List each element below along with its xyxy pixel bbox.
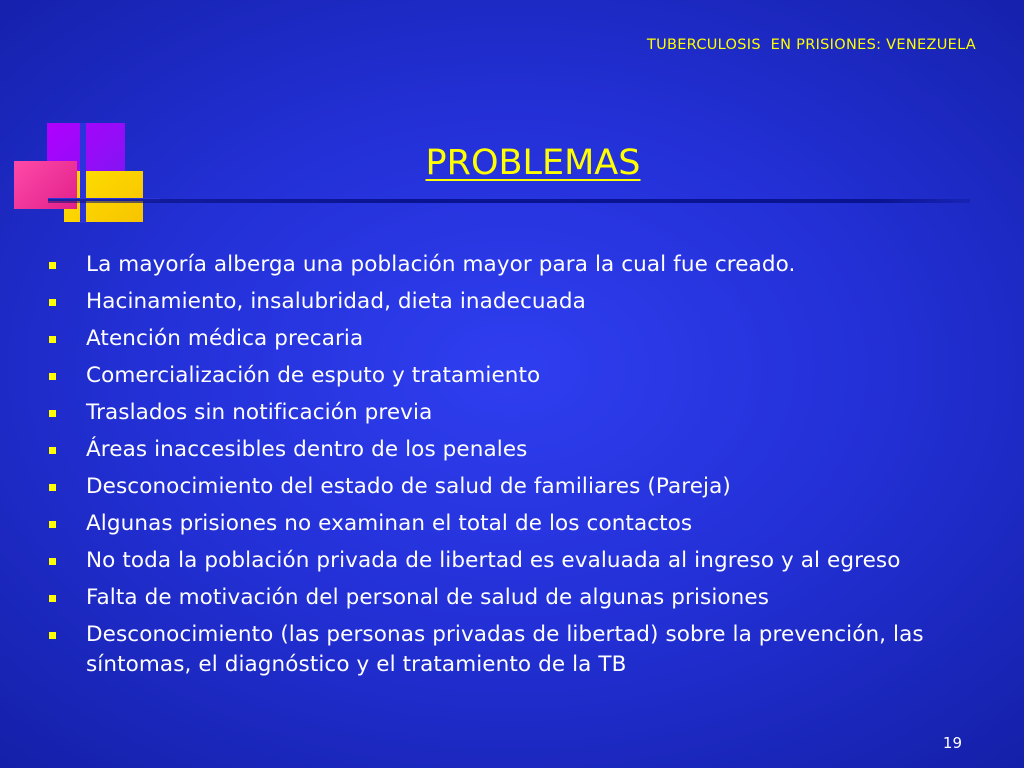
bullet-text: Hacinamiento, insalubridad, dieta inadecuada bbox=[86, 289, 586, 314]
header-title: TUBERCULOSIS EN PRISIONES: VENEZUELA bbox=[646, 37, 976, 53]
square-bullet-icon bbox=[49, 558, 56, 565]
bullet-text: Comercialización de esputo y tratamiento bbox=[86, 363, 541, 388]
bullet-item bbox=[48, 435, 996, 465]
square-bullet-icon bbox=[49, 632, 56, 639]
square-bullet-icon bbox=[49, 373, 56, 380]
square-bullet-icon bbox=[49, 521, 56, 528]
page-number: 19 bbox=[942, 734, 962, 752]
bullet-item bbox=[48, 324, 996, 354]
square-bullet-icon bbox=[49, 336, 56, 343]
bullet-item bbox=[48, 620, 996, 680]
square-bullet-icon bbox=[49, 484, 56, 491]
bullet-item bbox=[48, 250, 996, 280]
bullet-item bbox=[48, 546, 996, 576]
bullet-text: Desconocimiento del estado de salud de familiares (Pareja) bbox=[86, 474, 731, 499]
square-bullet-icon bbox=[49, 447, 56, 454]
bullet-text: La mayoría alberga una población mayor para la cual fue creado. bbox=[86, 252, 796, 277]
bullet-text: Atención médica precaria bbox=[86, 326, 364, 351]
bullet-item bbox=[48, 287, 996, 317]
square-bullet-icon bbox=[49, 595, 56, 602]
decorative-squares-logo bbox=[0, 0, 160, 240]
bullet-item bbox=[48, 509, 996, 539]
bullet-item bbox=[48, 398, 996, 428]
bullet-item bbox=[48, 361, 996, 391]
bullet-text: Desconocimiento (las personas privadas de libertad) sobre la prevención, las síntomas, el diagnóstico y el tratamiento de la TB bbox=[86, 622, 924, 677]
title-divider bbox=[48, 199, 970, 203]
bullet-item bbox=[48, 583, 996, 613]
bullet-item bbox=[48, 472, 996, 502]
square-bullet-icon bbox=[49, 262, 56, 269]
square-bullet-icon bbox=[49, 299, 56, 306]
bullet-text: Falta de motivación del personal de salud de algunas prisiones bbox=[86, 585, 770, 610]
slide-title: PROBLEMAS bbox=[425, 143, 641, 183]
bullet-text: No toda la población privada de libertad es evaluada al ingreso y al egreso bbox=[86, 548, 901, 573]
bullet-text: Traslados sin notificación previa bbox=[86, 400, 433, 425]
bullet-text: Algunas prisiones no examinan el total de los contactos bbox=[86, 511, 693, 536]
square-bullet-icon bbox=[49, 410, 56, 417]
bullet-text: Áreas inaccesibles dentro de los penales bbox=[86, 437, 528, 462]
bullet-list bbox=[48, 250, 996, 687]
